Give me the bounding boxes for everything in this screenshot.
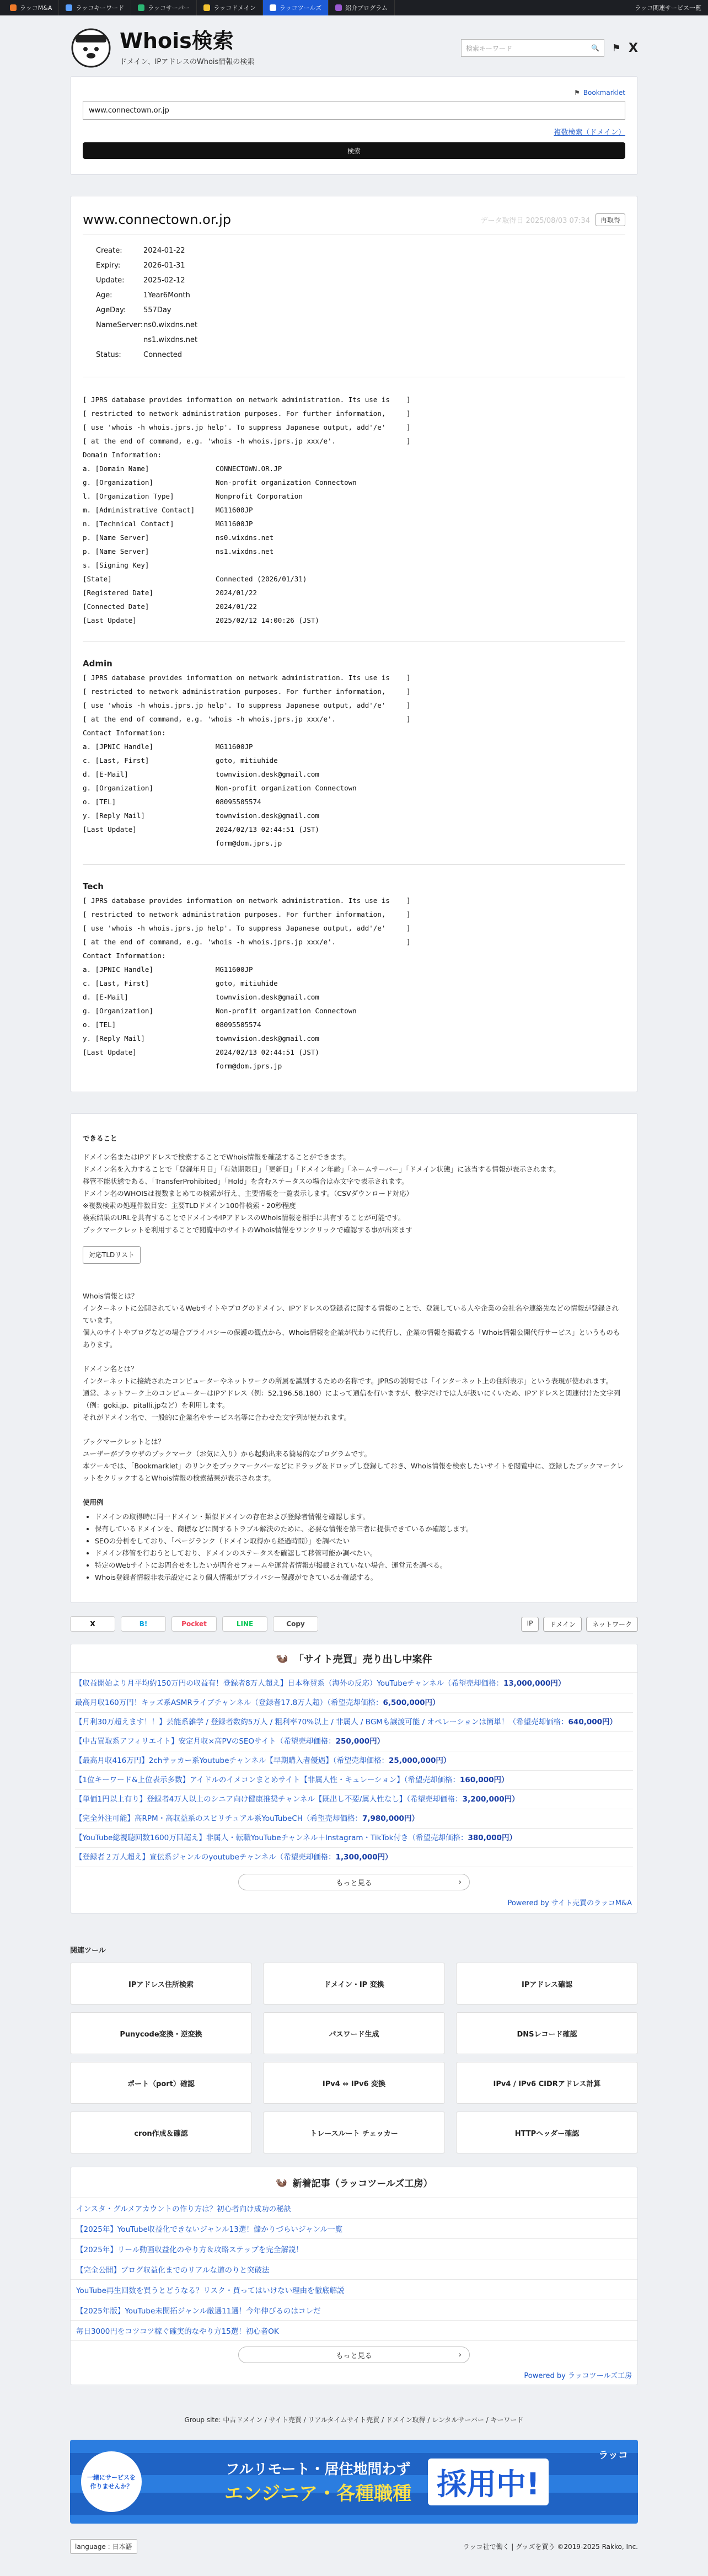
uses-list: [95, 1511, 625, 1584]
service-tab[interactable]: [263, 0, 329, 15]
summary-key: NameServer:: [96, 321, 143, 329]
tool-link[interactable]: ドメイン・IP 変換: [263, 1963, 445, 2005]
sale-item[interactable]: [75, 1790, 633, 1809]
sale-item-text[interactable]: 【最高月収416万円】2chサッカー系Youtubeチャンネル【早期購入者優遇】（希望売却価格：: [75, 1756, 389, 1765]
service-logo-icon: [138, 4, 144, 11]
use-item: • 特定のWebサイトにお問合せをしたいが問合せフォームや運営者情報が掲載されていない場合、運営元を調べる。: [95, 1559, 625, 1572]
service-logo-icon: [270, 4, 276, 11]
sale-item-price: 3,200,000円）: [462, 1795, 519, 1804]
tool-link[interactable]: IPv4 / IPv6 CIDRアドレス計算: [456, 2062, 638, 2104]
service-tab-label: ラッコサーバー: [148, 4, 190, 12]
site-sale-card: [70, 1644, 638, 1914]
sale-item-price: 380,000円）: [468, 1834, 517, 1842]
tool-link[interactable]: HTTPヘッダー確認: [456, 2112, 638, 2153]
use-item: • Whois登録者情報非表示設定により個人情報がプライバシー保護ができているか確認する。: [95, 1572, 625, 1584]
sale-item-price: 6,500,000円）: [383, 1698, 440, 1707]
banner-line2: エンジニア・各種職種: [224, 2483, 412, 2505]
news-item[interactable]: 【2025年版】YouTube未開拓ジャンル厳選11選！今年伸びるのはコレだ: [71, 2300, 637, 2321]
news-title: 新着記事（ラッコツールズ工房）: [292, 2178, 433, 2189]
summary-row: [96, 288, 625, 303]
sale-title: 「サイト売買」売り出し中案件: [293, 1653, 432, 1665]
header-search-input[interactable]: [461, 39, 604, 57]
service-logo-icon: [10, 4, 17, 11]
about-domain: ドメイン名とは？ インターネットに接続されたコンピューターやネットワークの所属を識別するための名称です。JPRSの説明では「インターネット上の住所表示」という表現が使われます。 通常、ネットワーク上のコンピューターはIPアドレス（例：52.196.58.180）によって通信を行いますが、数字だけでは人が扱いにくいため、IPアドレスと関連付けた文字列（例：goki.jp、pitalli.jpなど）を利用します。 それがドメイン名で、一般的に企業名やサービス名等に合わせた文字列が使われます。: [83, 1365, 621, 1421]
about-whois: Whois情報とは？ インターネットに公開されているWebサイトやブログのドメイン、IPアドレスの登録者に関する情報のことで、登録している人や企業の会社名や連絡先などの情報が登録されています。 個人のサイトやブログなどの場合プライバシーの保護の観点から、Whois情報を企業が代わりに代行し、企業の情報を掲載する「Whois情報公開代行サービス」というものもあります。: [83, 1292, 620, 1349]
news-item[interactable]: 【2025年】YouTube収益化できないジャンル13選！儲かりづらいジャンル一覧: [71, 2219, 637, 2239]
news-item[interactable]: 毎日3000円をコツコツ稼ぐ確実的なやり方15選！初心者OK: [71, 2321, 637, 2341]
bookmarklet-icon: ⚑: [574, 89, 580, 97]
summary-key: Update:: [96, 276, 125, 285]
sale-item-text[interactable]: 【完全外注可能】高RPM・高収益系のスピリチュアル系YouTubeCH（希望売却価格：: [75, 1814, 362, 1823]
sale-item-price: 1,300,000円）: [335, 1853, 393, 1862]
summary-value: ns1.wixdns.net: [143, 336, 198, 344]
footer-links[interactable]: ラッコ社で働く | グッズを買う ©2019-2025 Rakko, Inc.: [463, 2543, 638, 2551]
service-tab-label: ラッコM&A: [20, 4, 52, 12]
tld-list-button[interactable]: 対応TLDリスト: [83, 1246, 141, 1264]
otter-icon: 🦦: [276, 1653, 288, 1664]
share-button[interactable]: [70, 1616, 115, 1632]
summary-row: [96, 348, 625, 362]
share-icon: B!: [139, 1620, 148, 1628]
about-features: ドメイン名またはIPアドレスで検索することでWhois情報を確認することができます。 ドメイン名を入力することで「登録年月日」「有効期限日」「更新日」「ドメイン年齢」「ネームサーバー」「ドメイン状態」に該当する情報が表示されます。 移管不能状態である、「TransferProhibited」「Hold」を含むステータスの場合は赤文字で表示されます。 ドメイン名のWHOISは複数まとめての検索が行え、主要情報を一覧表示します。（CSVダウンロード対応） ※複数検索の処理件数目安：主要TLDドメイン100件検索・20秒程度 検索結果のURLを共有することでドメインやIPアドレスのWhois情報を相手に共有することが可能です。 ブックマークレットを利用することで閲覧中のサイトのWhois情報をワンクリックで確認する事が出来ます: [83, 1153, 560, 1234]
whois-raw-admin: [ JPRS database provides information on network administration. Its use is ] [ restricted to network administration purposes. For further information, ] [ use 'whois -h whois.jprs.jp help'. To suppress Japanese output, add'/e' ] [ at the end of command, e.g. 'whois -h whois.jprs.jp xxx/e'. ] Contact Information: a. [JPNIC Handle] MG11600JP c. [Last, First] goto, mitiuhide d. [E-Mail] townvision.desk@gmail.com g. [Organization] Non-profit organization Connectown o. [TEL] 08095505574 y. [Reply Mail] townvision.desk@gmail.com [Last Update] 2024/02/13 02:44:51 (JST) form@dom.jprs.jp: [83, 674, 411, 847]
sale-more-button[interactable]: [238, 1874, 470, 1890]
sale-more-label: もっと見る: [336, 1879, 372, 1888]
sale-item-text[interactable]: 【単価1円以上有り】登録者4万人以上のシニア向け健康推奨チャンネル【既出し不要/属人性なし】（希望売却価格：: [75, 1795, 463, 1804]
share-button[interactable]: [171, 1616, 217, 1632]
news-powered-link[interactable]: Powered by ラッコツールズ工房: [524, 2372, 632, 2380]
whois-raw-tech: [ JPRS database provides information on network administration. Its use is ] [ restricted to network administration purposes. For further information, ] [ use 'whois -h whois.jprs.jp help'. To suppress Japanese output, add'/e' ] [ at the end of command, e.g. 'whois -h whois.jprs.jp xxx/e'. ] Contact Information: a. [JPNIC Handle] MG11600JP c. [Last, First] goto, mitiuhide d. [E-Mail] townvision.desk@gmail.com g. [Organization] Non-profit organization Connectown o. [TEL] 08095505574 y. [Reply Mail] townvision.desk@gmail.com [Last Update] 2024/02/13 02:44:51 (JST) form@dom.jprs.jp: [83, 896, 411, 1070]
service-logo-icon: [335, 4, 342, 11]
summary-value: 1Year6Month: [143, 291, 190, 300]
service-tab-label: ラッコツールズ: [279, 4, 322, 12]
summary-value: Connected: [143, 351, 183, 359]
share-icon: Pocket: [181, 1620, 207, 1628]
sale-item[interactable]: [75, 1829, 633, 1848]
refetch-button[interactable]: 再取得: [596, 213, 625, 226]
sale-item-text[interactable]: 【収益開始より月平均約150万円の収益有！登録者8万人超え】日本称賛系（海外の反応）YouTubeチャンネル（希望売却価格：: [75, 1679, 503, 1688]
sale-item-text[interactable]: 【1位キーワード&上位表示多数】アイドルのイメコンまとめサイト【非属人性・キュレーション】（希望売却価格：: [75, 1776, 460, 1784]
search-button[interactable]: 検索: [83, 142, 625, 159]
service-tab[interactable]: [3, 0, 59, 15]
share-button[interactable]: [121, 1616, 166, 1632]
share-button[interactable]: [222, 1616, 267, 1632]
about-card: [70, 1113, 638, 1603]
chevron-right-icon: ›: [458, 2350, 462, 2359]
tools-grid: [70, 1963, 638, 2153]
tech-heading: Tech: [83, 881, 104, 891]
footer: [70, 2539, 638, 2576]
summary-row: [96, 243, 625, 258]
page-title: Whois検索: [120, 28, 234, 53]
result-domain: www.connectown.or.jp: [83, 212, 232, 227]
news-list: [71, 2198, 637, 2341]
sale-item[interactable]: [75, 1751, 633, 1771]
news-item[interactable]: 【完全公開】ブログ収益化までのリアルな道のりと突破法: [71, 2259, 637, 2280]
news-more-button[interactable]: [238, 2347, 470, 2363]
sale-item-text[interactable]: 【登録者２万人超え】宣伝系ジャンルのyoutubeチャンネル（希望売却価格：: [75, 1853, 336, 1862]
group-sites[interactable]: Group site: 中古ドメイン / サイト売買 / リアルタイムサイト売買 / ドメイン取得 / レンタルサーバー / キーワード: [184, 2416, 524, 2424]
sale-item-price: 7,980,000円）: [362, 1814, 419, 1823]
about-bookmarklet: ブックマークレットとは？ ユーザーがブラウザのブックマーク（お気に入り）から起動出来る簡易的なプログラムです。 本ツールでは、「Bookmarklet」のリンクをブックマークバーなどにドラッグ＆ドロップし登録しておき、Whois情報を検索したいサイトを閲覧中に、登録したブックマークレットをクリックするとWhois情報の検索結果が表示されます。: [83, 1437, 624, 1482]
service-tab[interactable]: [329, 0, 395, 15]
sale-item-text[interactable]: 【月利30万超えます！！】芸能系雑学 / 登録者数約5万人 / 粗利率70%以上 / 非属人 / BGMも譲渡可能 / オペレーションは簡単！（希望売却価格：: [75, 1718, 568, 1727]
summary-row: [96, 273, 625, 288]
chevron-right-icon: ›: [458, 1878, 462, 1886]
tool-link[interactable]: IPアドレス住所検索: [70, 1963, 252, 2005]
summary-row: [96, 318, 625, 333]
service-tab[interactable]: [197, 0, 262, 15]
use-item: • 保有しているドメインを、商標などに関するトラブル解決のために、必要な情報を第三者に提供できているか確認します。: [95, 1523, 625, 1535]
news-item[interactable]: YouTube再生回数を買うとどうなる？リスク・買ってはいけない理由を徹底解説: [71, 2280, 637, 2300]
use-item: • SEOの分析をしており、「ページランク（ドメイン取得から経過時間）」を調べたい: [95, 1535, 625, 1547]
tool-link[interactable]: IPアドレス確認: [456, 1963, 638, 2005]
service-logo-icon: [203, 4, 210, 11]
bookmarklet-link[interactable]: Bookmarklet: [583, 89, 625, 97]
sale-item[interactable]: [75, 1848, 633, 1867]
banner-line1: フルリモート・居住地問わず: [225, 2461, 411, 2478]
summary-table: [96, 243, 625, 362]
tag-link[interactable]: ドメイン: [543, 1617, 582, 1632]
sale-item-price: 13,000,000円）: [503, 1679, 566, 1688]
sale-item-price: 25,000,000円）: [389, 1756, 451, 1765]
use-item: • ドメイン移管を行おうとしており、ドメインのステータスを確認して移管可能か調べたい。: [95, 1547, 625, 1559]
summary-key: Expiry:: [96, 261, 121, 270]
share-icon: LINE: [236, 1620, 254, 1628]
news-card: [70, 2167, 638, 2385]
share-icon: Copy: [286, 1620, 305, 1628]
share-icon: X: [90, 1620, 95, 1628]
x-share-icon[interactable]: X: [629, 41, 638, 55]
top-service-bar: [0, 0, 708, 15]
sale-item-text[interactable]: 【YouTube総視聴回数1600万回超え】非属人・転職YouTubeチャンネル＋Instagram・TikTok付き（希望売却価格：: [75, 1834, 468, 1842]
sale-item-price: 160,000円）: [460, 1776, 509, 1784]
summary-key: Status:: [96, 351, 121, 359]
service-tab[interactable]: [131, 0, 197, 15]
multi-search-link[interactable]: 複数検索（ドメイン）: [554, 129, 625, 137]
use-item: • ドメインの取得時に同一ドメイン・類似ドメインの存在および登録者情報を確認します。: [95, 1511, 625, 1523]
page-subtitle: ドメイン、IPアドレスのWhois情報の検索: [120, 58, 255, 67]
sale-item[interactable]: [75, 1771, 633, 1790]
service-tab[interactable]: [59, 0, 131, 15]
summary-value: 2025-02-12: [143, 276, 185, 285]
summary-row: [96, 333, 625, 348]
tool-link[interactable]: トレースルート チェッカー: [263, 2112, 445, 2153]
summary-value: 2024-01-22: [143, 247, 185, 255]
summary-key: [96, 333, 143, 348]
search-icon[interactable]: 🔍: [591, 44, 599, 52]
language-select[interactable]: language : 日本語: [70, 2539, 137, 2554]
about-title: できること: [83, 1134, 117, 1142]
news-more-label: もっと見る: [336, 2351, 372, 2360]
service-tab-label: 紹介プログラム: [345, 4, 388, 12]
summary-row: [96, 258, 625, 273]
site-header: [70, 15, 638, 76]
whois-query-input[interactable]: www.connectown.or.jp: [83, 101, 625, 120]
admin-heading: Admin: [83, 659, 112, 669]
tools-title: 関連ツール: [70, 1947, 106, 1955]
news-item[interactable]: 【2025年】リール動画収益化のやり方＆攻略ステップを完全解説！: [71, 2239, 637, 2259]
tag-link[interactable]: IP: [521, 1617, 539, 1632]
summary-key: Create:: [96, 247, 122, 255]
summary-value: ns0.wixdns.net: [143, 321, 198, 329]
banner-big: 採用中!: [428, 2459, 549, 2505]
sale-item[interactable]: [75, 1713, 633, 1732]
whois-result-card: [70, 196, 638, 1092]
sale-item[interactable]: [75, 1674, 633, 1693]
whois-raw-main: [ JPRS database provides information on network administration. Its use is ] [ restricted to network administration purposes. For further information, ] [ use 'whois -h whois.jprs.jp help'. To suppress Japanese output, add'/e' ] [ at the end of command, e.g. 'whois -h whois.jprs.jp xxx/e'. ] Domain Information: a. [Domain Name] CONNECTOWN.OR.JP g. [Organization] Non-profit organization Connectown l. [Organization Type] Nonprofit Corporation m. [Administrative Contact] MG11600JP n. [Technical Contact] MG11600JP p. [Name Server] ns0.wixdns.net p. [Name Server] ns1.wixdns.net s. [Signing Key] [State] Connected (2026/01/31) [Registered Date] 2024/01/22 [Connected Date] 2024/01/22 [Last Update] 2025/02/12 14:00:26 (JST): [83, 396, 411, 624]
sale-item-text[interactable]: 【中古買取系アフィリエイト】安定月収×高PVのSEOサイト（希望売却価格：: [75, 1737, 336, 1746]
summary-value: 557Day: [143, 306, 171, 314]
sale-powered-link[interactable]: Powered by サイト売買のラッコM&A: [507, 1899, 632, 1907]
sale-item[interactable]: [75, 1809, 633, 1829]
summary-value: 2026-01-31: [143, 261, 185, 270]
uses-title: 使用例: [83, 1498, 104, 1506]
recruit-banner[interactable]: [70, 2440, 638, 2524]
summary-row: [96, 303, 625, 318]
search-card: [70, 76, 638, 175]
share-button[interactable]: [273, 1616, 318, 1632]
tool-link[interactable]: cron作成＆確認: [70, 2112, 252, 2153]
news-item[interactable]: インスタ・グルメアカウントの作り方は？初心者向け成功の秘訣: [71, 2198, 637, 2219]
header-search-placeholder: 検索キーワード: [465, 44, 512, 52]
related-services-link[interactable]: ラッコ関連サービス一覧: [635, 4, 701, 12]
sale-item-price: 640,000円）: [568, 1718, 618, 1727]
sale-list: [71, 1673, 637, 1868]
sale-item-text[interactable]: 最高月収160万円！キッズ系ASMRライブチャンネル（登録者17.8万人超）（希望売却価格：: [75, 1698, 383, 1707]
sale-item[interactable]: [75, 1693, 633, 1713]
banner-bubble: 一緒にサービスを作りませんか？: [81, 2451, 142, 2512]
tag-link[interactable]: ネットワーク: [586, 1617, 638, 1632]
service-logo-icon: [66, 4, 72, 11]
tool-link[interactable]: パスワード生成: [263, 2012, 445, 2054]
service-tab-label: ラッコドメイン: [213, 4, 256, 12]
tool-link[interactable]: IPv4 ⇔ IPv6 変換: [263, 2062, 445, 2104]
banner-brand: ラッコ: [598, 2450, 628, 2461]
otter-icon: 🦦: [275, 2177, 287, 2188]
sale-item-price: 250,000円）: [335, 1737, 385, 1746]
tool-link[interactable]: Punycode変換・逆変換: [70, 2012, 252, 2054]
tool-link[interactable]: ポート（port）確認: [70, 2062, 252, 2104]
fetch-date: データ取得日 2025/08/03 07:34: [480, 216, 590, 225]
tool-link[interactable]: DNSレコード確認: [456, 2012, 638, 2054]
share-bar: [70, 1616, 638, 1632]
service-tab-label: ラッコキーワード: [76, 4, 125, 12]
summary-key: AgeDay:: [96, 306, 126, 314]
bookmark-icon[interactable]: ⚑: [612, 42, 621, 54]
summary-key: Age:: [96, 291, 112, 300]
sale-item[interactable]: [75, 1732, 633, 1751]
rakko-logo[interactable]: [70, 27, 112, 69]
